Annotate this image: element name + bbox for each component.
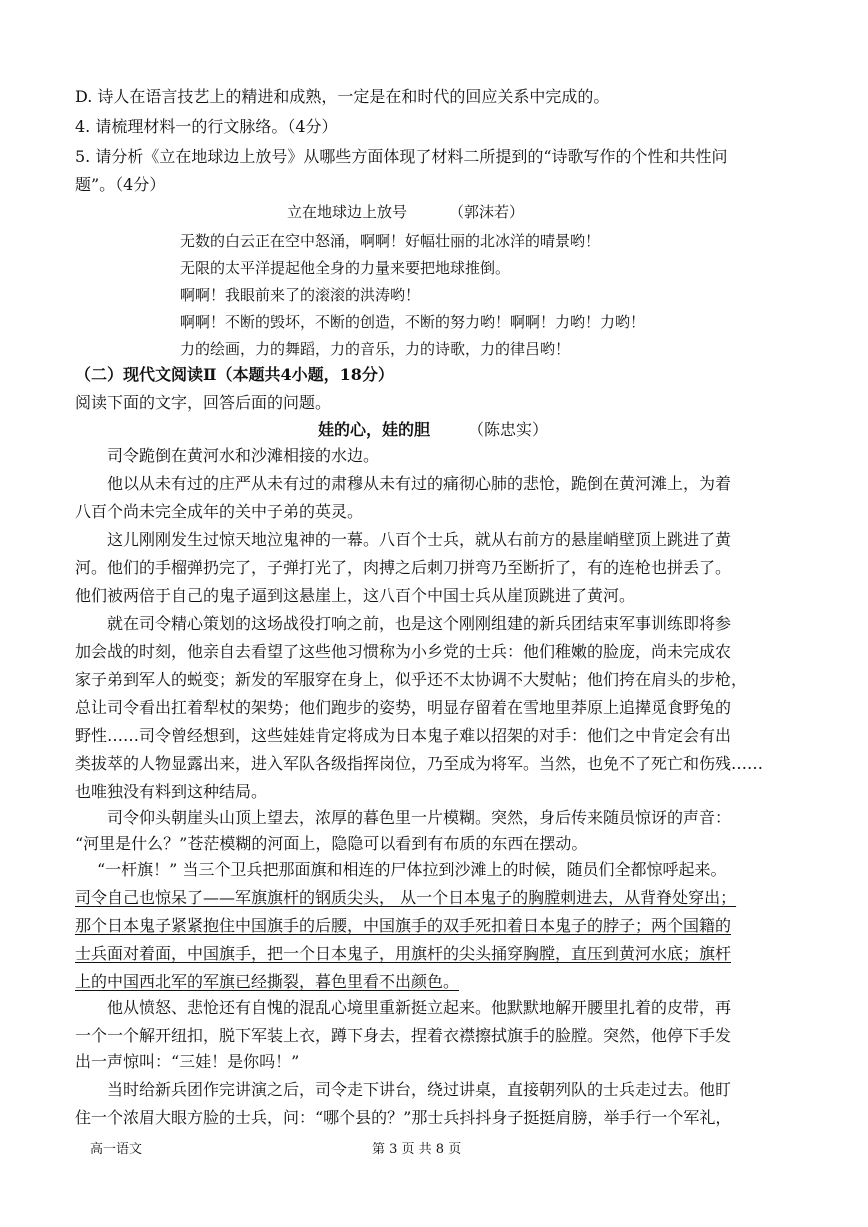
story-line: 住一个浓眉大眼方脸的士兵，问：“哪个县的？”那士兵抖抖身子挺挺肩膀，举手行一个军礼， [75,1108,732,1127]
story-line: 他以从未有过的庄严从未有过的肃穆从未有过的痛彻心肺的悲怆，跪倒在黄河滩上，为着 [107,474,732,493]
story-line: 家子弟到军人的蜕变；新发的军服穿在身上，似乎还不太协调不大熨帖；他们挎在肩头的步枪， [75,670,748,689]
poem-line: 无数的白云正在空中怒涌，啊啊！好幅壮丽的北冰洋的晴景哟！ [180,232,601,250]
poem-line: 啊啊！不断的毁坏，不断的创造，不断的努力哟！啊啊！力哟！力哟！ [180,313,646,331]
story-line: 他们被两倍于自己的鬼子逼到这悬崖上，这八百个中国士兵从崖顶跳进了黄河。 [75,586,636,605]
question-5-line-2: 题”。（4分） [75,175,166,194]
story-line: 类拔萃的人物显露出来，进入军队各级指挥岗位，乃至成为将军。当然，也免不了死亡和伤残…… [75,754,764,773]
footer-page-number: 第 3 页 共 8 页 [372,1142,462,1157]
underlined-passage-line: 那个日本鬼子紧紧抱住中国旗手的后腰，中国旗手的双手死扣着日本鬼子的脖子；两个国籍的 [75,916,732,935]
question-5-line-1: 5. 请分析《立在地球边上放号》从哪些方面体现了材料二所提到的“诗歌写作的个性和共性问 [75,147,728,166]
story-line: 出一声惊叫：“三娃！是你吗！” [75,1052,300,1071]
option-d: D. 诗人在语言技艺上的精进和成熟，一定是在和时代的回应关系中完成的。 [75,87,610,106]
section-heading: （二）现代文阅读Ⅱ（本题共4小题，18分） [75,365,394,384]
story-line: 这儿刚刚发生过惊天地泣鬼神的一幕。八百个士兵，就从右前方的悬崖峭壁顶上跳进了黄 [107,530,732,549]
story-line: “河里是什么？”苍茫模糊的河面上，隐隐可以看到有布质的东西在摆动。 [75,834,588,853]
poem-author: （郭沫若） [449,203,525,221]
story-title: 娃的心，娃的胆 [318,420,431,439]
story-line: 当时给新兵团作完讲演之后，司令走下讲台，绕过讲桌，直接朝列队的士兵走过去。他盯 [107,1080,732,1099]
story-line: 河。他们的手榴弹扔完了，子弹打光了，肉搏之后刺刀拼弯乃至断折了，有的连枪也拼丢了。 [75,558,732,577]
story-line: 就在司令精心策划的这场战役打响之前，也是这个刚刚组建的新兵团结束军事训练即将参 [107,614,732,633]
underlined-passage-line: 上的中国西北军的军旗已经撕裂，暮色里看不出颜色。 [75,972,460,991]
story-line: 司令仰头朝崖头山顶上望去，浓厚的暮色里一片模糊。突然，身后传来随员惊讶的声音： [107,808,732,827]
section-instruction: 阅读下面的文字，回答后面的问题。 [75,393,332,412]
poem-line: 无限的太平洋提起他全身的力量来要把地球推倒。 [180,259,511,277]
poem-title: 立在地球边上放号 [287,203,408,221]
story-line: 八百个尚未完全成年的关中子弟的英灵。 [75,502,364,521]
underlined-passage-line: 士兵面对着面，中国旗手，把一个日本鬼子，用旗杆的尖头捅穿胸膛，直压到黄河水底；旗杆 [75,944,732,963]
story-line: 一个一个解开纽扣，脱下军装上衣，蹲下身去，捏着衣襟擦拭旗手的脸膛。突然，他停下手发 [75,1026,732,1045]
story-line: 总让司令看出扛着犁杖的架势；他们跑步的姿势，明显存留着在雪地里莽原上追撵觅食野兔的 [75,698,732,717]
story-author: （陈忠实） [468,420,549,439]
poem-line: 啊啊！我眼前来了的滚滚的洪涛哟！ [180,286,421,304]
footer-subject: 高一语文 [90,1142,143,1157]
underlined-passage-line: 司令自己也惊呆了——军旗旗杆的钢质尖头， 从一个日本鬼子的胸膛刺进去，从背脊处穿出； [75,888,737,907]
story-line: “一杆旗！” 当三个卫兵把那面旗和相连的尸体拉到沙滩上的时候，随员们全都惊呼起来。 [97,860,727,879]
question-4: 4. 请梳理材料一的行文脉络。（4分） [75,117,338,136]
story-line: 司令跪倒在黄河水和沙滩相接的水边。 [107,446,380,465]
poem-line: 力的绘画，力的舞蹈，力的音乐，力的诗歌，力的律吕哟！ [180,340,571,358]
story-line: 野性……司令曾经想到，这些娃娃肯定将成为日本鬼子难以招架的对手：他们之中肯定会有出 [75,726,732,745]
story-line: 他从愤怒、悲怆还有自愧的混乱心境里重新挺立起来。他默默地解开腰里扎着的皮带，再 [107,998,732,1017]
story-line: 也唯独没有料到这种结局。 [75,782,268,801]
story-line: 加会战的时刻，他亲自去看望了这些他习惯称为小乡党的士兵：他们稚嫩的脸庞，尚未完成农 [75,642,732,661]
